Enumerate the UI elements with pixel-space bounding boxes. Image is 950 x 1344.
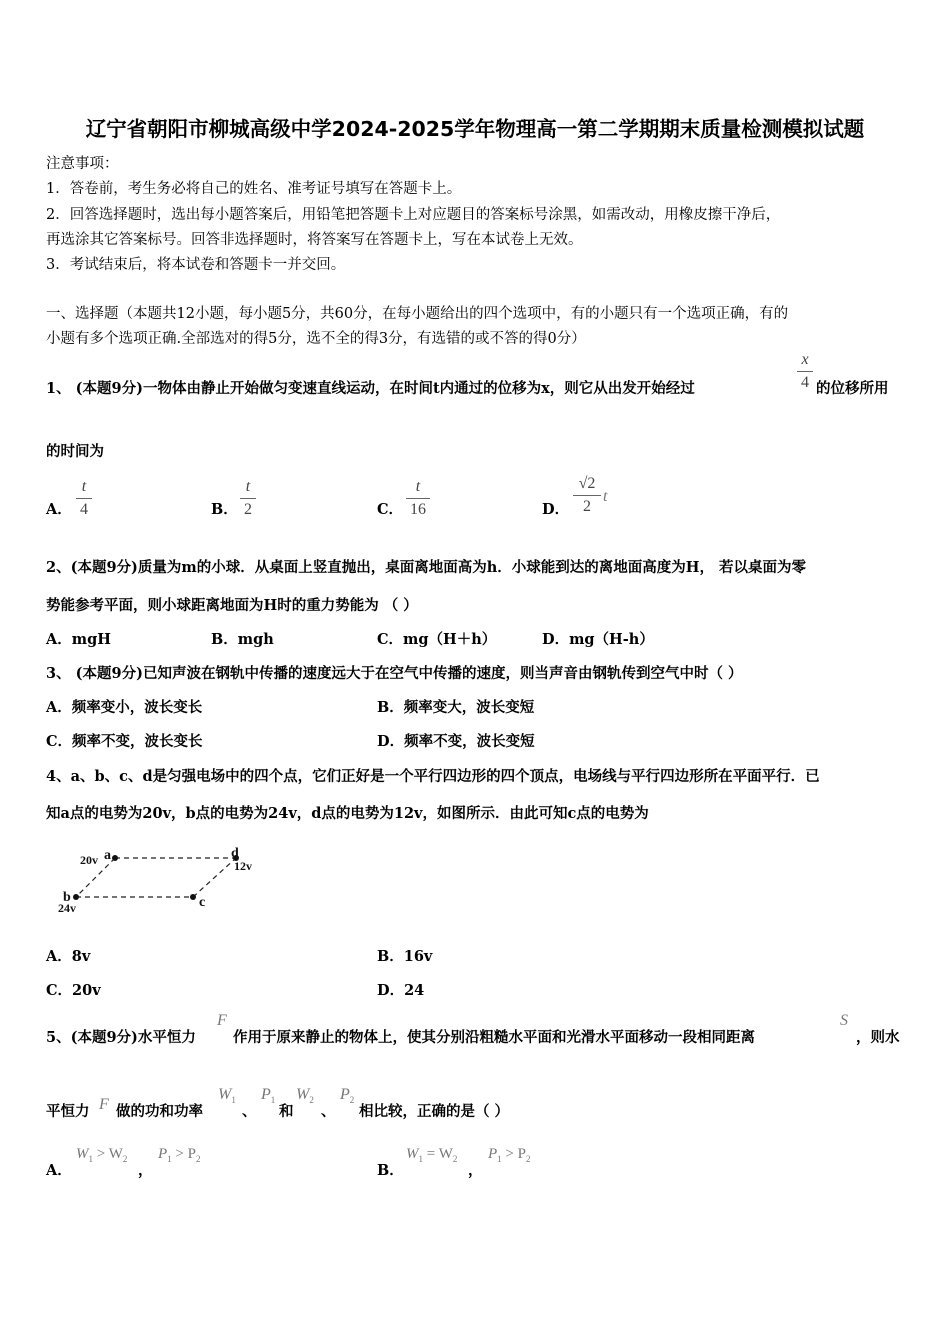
question-3-stem: 3、 (本题9分)已知声波在钢轨中传播的速度远大于在空气中传播的速度，则当声音由钢轨传到空气中时（ ）	[46, 665, 743, 682]
option-label: A．	[46, 501, 72, 518]
fraction-numerator: t	[415, 478, 421, 495]
option-d-t: t	[603, 488, 608, 505]
fraction-numerator: x	[801, 351, 809, 368]
question-1-stem: 1、 (本题9分)一物体由静止开始做匀变速直线运动，在时间t内通过的位移为x，则它从出发开始经过	[46, 380, 695, 397]
fraction-bar	[240, 498, 256, 499]
subscript: 2	[122, 1154, 128, 1164]
conjunction: 和	[279, 1103, 294, 1120]
option-b-expr-p	[488, 1146, 530, 1164]
option: A．8v	[46, 948, 91, 965]
question-2-stem: 2、(本题9分)质量为m的小球．从桌面上竖直抛出，桌面离地面高为h．小球能到达的离地面高度为H， 若以桌面为零	[46, 559, 807, 576]
parallelogram-figure	[50, 840, 270, 920]
relation: = W	[426, 1146, 453, 1162]
section-instructions: 小题有多个选项正确.全部选对的得5分，选不全的得3分，有选错的或不答的得0分）	[46, 331, 586, 347]
point-a	[112, 855, 118, 861]
option-label: B．	[211, 501, 238, 518]
symbol: W	[296, 1086, 310, 1103]
option: D．频率不变，波长变短	[377, 733, 535, 750]
option: B．mgh	[211, 631, 274, 648]
subscript: 2	[195, 1154, 201, 1164]
label-b: b	[63, 890, 71, 905]
option-a-fraction	[76, 477, 92, 520]
var-W2	[296, 1086, 314, 1105]
fraction-bar	[406, 498, 430, 499]
option-c-fraction	[406, 477, 430, 520]
option-label: B．	[377, 1162, 404, 1179]
option: C．mg（H＋h）	[377, 631, 497, 648]
question-4-stem: 知a点的电势为20v，b点的电势为24v，d点的电势为12v，如图所示．由此可知c点的电势为	[46, 805, 649, 822]
fraction-denominator: 4	[80, 501, 88, 518]
option: B．16v	[377, 948, 433, 965]
option-label: D．	[542, 501, 570, 518]
subscript: 2	[349, 1095, 355, 1105]
fraction-x-over-4	[797, 350, 813, 393]
option: C．20v	[46, 982, 101, 999]
option: C．频率不变，波长变长	[46, 733, 203, 750]
notice-heading: 注意事项：	[46, 156, 119, 172]
question-5-stem: 作用于原来静止的物体上，使其分别沿粗糙水平面和光滑水平面移动一段相同距离	[233, 1029, 755, 1046]
question-5-stem: ，则水	[856, 1029, 900, 1046]
var-W1	[218, 1086, 236, 1105]
symbol: P	[488, 1146, 498, 1162]
notice-item: 2．回答选择题时，选出每小题答案后，用铅笔把答题卡上对应题目的答案标号涂黑，如需改动，用橡皮擦干净后，	[46, 207, 781, 223]
symbol: W	[218, 1086, 232, 1103]
fraction-numerator: t	[81, 478, 87, 495]
option-a-expr-w	[76, 1146, 127, 1164]
comma: ，	[468, 1162, 483, 1179]
subscript: 1	[270, 1095, 276, 1105]
var-P1	[261, 1086, 275, 1105]
symbol: W	[406, 1146, 419, 1162]
var-S: S	[840, 1012, 848, 1029]
comma: ，	[138, 1162, 153, 1179]
point-b	[73, 894, 79, 900]
symbol: P	[261, 1086, 271, 1103]
fraction-bar	[573, 495, 601, 496]
symbol: P	[158, 1146, 168, 1162]
var-P2	[340, 1086, 354, 1105]
subscript: 1	[231, 1095, 236, 1105]
option: D．24	[377, 982, 425, 999]
option-label: A．	[46, 1162, 72, 1179]
separator: 、	[242, 1103, 257, 1120]
fraction-numerator: t	[245, 478, 251, 495]
fraction-denominator: 16	[410, 501, 426, 518]
fraction-numerator: √2	[578, 475, 596, 492]
fraction-denominator: 2	[583, 498, 591, 515]
subscript: 1	[167, 1154, 172, 1164]
page-title: 辽宁省朝阳市柳城高级中学2024-2025学年物理高一第二学期期末质量检测模拟试题	[85, 117, 865, 141]
question-1-stem-tail: 的位移所用	[816, 380, 889, 397]
subscript: 1	[497, 1154, 502, 1164]
symbol: W	[76, 1146, 89, 1162]
fraction-bar	[797, 371, 813, 372]
question-2-stem: 势能参考平面，则小球距离地面为H时的重力势能为 （ ）	[46, 597, 418, 614]
option: B．频率变大，波长变短	[377, 699, 535, 716]
option-b-fraction	[240, 477, 256, 520]
var-F: F	[217, 1012, 227, 1029]
fraction-denominator: 2	[244, 501, 252, 518]
symbol: P	[340, 1086, 350, 1103]
point-c	[190, 894, 196, 900]
option-d-fraction	[573, 474, 601, 517]
label-a-value: 20v	[80, 853, 98, 867]
option-a-expr-p	[158, 1146, 200, 1164]
notice-item: 1．答卷前，考生务必将自己的姓名、准考证号填写在答题卡上。	[46, 181, 462, 197]
relation: > P	[175, 1146, 196, 1162]
fraction-denominator: 4	[801, 374, 809, 391]
subscript: 2	[309, 1095, 314, 1105]
label-b-value: 24v	[58, 901, 76, 915]
section-instructions: 一、选择题（本题共12小题，每小题5分，共60分，在每小题给出的四个选项中，有的小题只有一个选项正确，有的	[46, 306, 789, 322]
question-4-stem: 4、a、b、c、d是匀强电场中的四个点，它们正好是一个平行四边形的四个顶点，电场线与平行四边形所在平面平行．已	[46, 768, 820, 785]
question-1-stem: 的时间为	[46, 443, 104, 460]
option: D．mg（H-h）	[542, 631, 654, 648]
label-d: d	[231, 846, 239, 861]
subscript: 2	[452, 1154, 458, 1164]
question-5-stem: 做的功和功率	[116, 1103, 203, 1120]
question-5-stem: 5、(本题9分)水平恒力	[46, 1029, 196, 1046]
notice-item: 3．考试结束后，将本试卷和答题卡一并交回。	[46, 257, 346, 273]
label-d-value: 12v	[234, 859, 252, 873]
option: A．mgH	[46, 631, 111, 648]
edge-cd	[193, 858, 236, 897]
notice-item: 再选涂其它答案标号。回答非选择题时，将答案写在答题卡上，写在本试卷上无效。	[46, 232, 583, 248]
var-F: F	[99, 1096, 109, 1113]
subscript: 2	[525, 1154, 531, 1164]
label-a: a	[104, 848, 111, 863]
relation: > W	[96, 1146, 123, 1162]
subscript: 1	[418, 1154, 423, 1164]
subscript: 1	[88, 1154, 93, 1164]
separator: 、	[321, 1103, 336, 1120]
option-label: C．	[377, 501, 404, 518]
label-c: c	[199, 895, 206, 910]
question-5-stem: 相比较，正确的是（ ）	[359, 1103, 510, 1120]
option-b-expr-w	[406, 1146, 457, 1164]
option: A．频率变小，波长变长	[46, 699, 203, 716]
relation: > P	[505, 1146, 526, 1162]
question-5-stem: 平恒力	[46, 1103, 90, 1120]
fraction-bar	[76, 498, 92, 499]
